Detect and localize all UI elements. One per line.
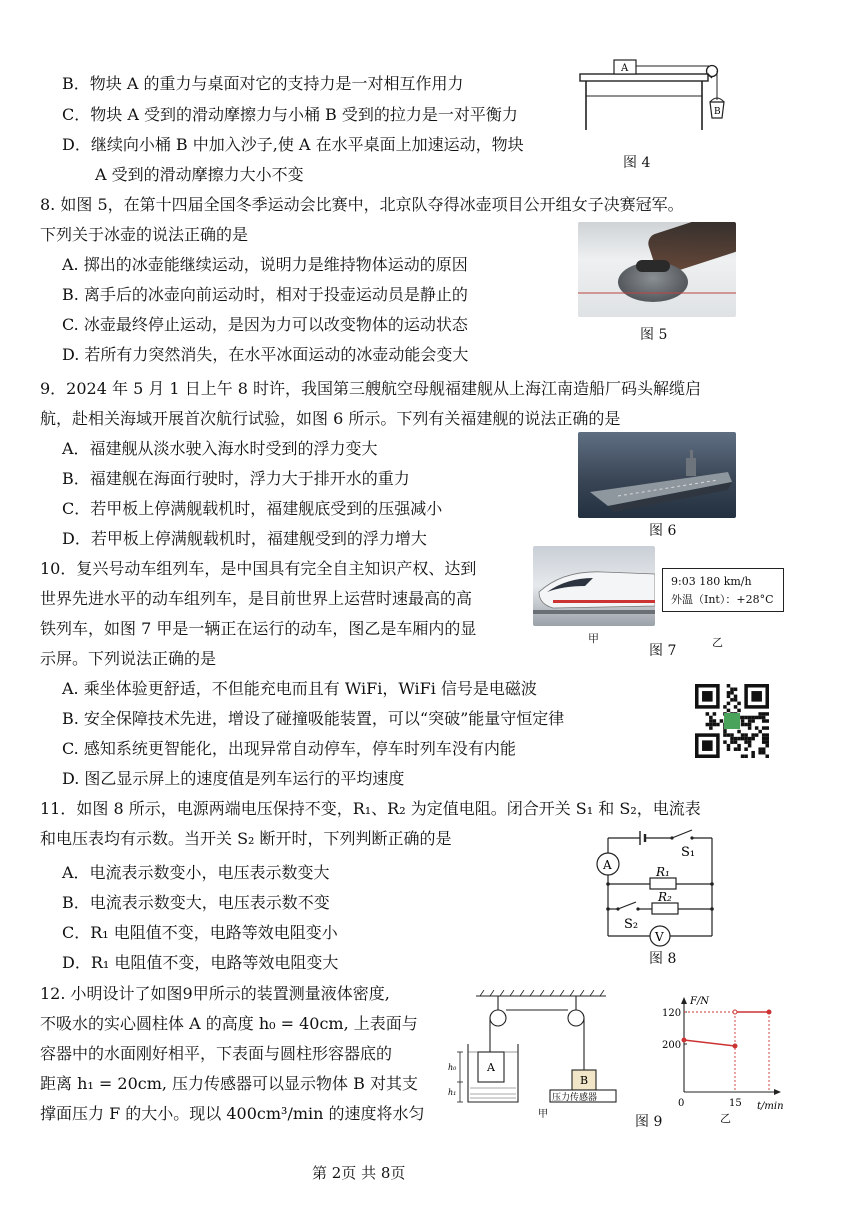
q9-option-b: B．福建舰在海面行驶时，浮力大于排开水的重力 (62, 469, 410, 488)
series-0-point-0 (682, 1038, 686, 1042)
q8-option-b: B. 离手后的冰壶向前运动时，相对于投壶运动员是静止的 (62, 285, 468, 304)
q8-option-c: C. 冰壶最终停止运动，是因为力可以改变物体的运动状态 (62, 315, 468, 334)
q7-option-b: B．物块 A 的重力与桌面对它的支持力是一对相互作用力 (62, 74, 464, 93)
ice-line (578, 292, 736, 294)
figure-8-caption: 图 8 (649, 951, 677, 967)
figure-6-caption: 图 6 (649, 523, 677, 539)
q10-stem-line4: 示屏。下列说法正确的是 (40, 649, 217, 668)
q11-option-d: D．R₁ 电阻值不变，电路等效电阻变大 (62, 953, 339, 972)
resistor-r2-label: R₂ (658, 890, 672, 904)
voltmeter-label: V (655, 930, 664, 944)
figure-4-caption: 图 4 (623, 155, 651, 171)
series-0-point-1 (733, 1044, 737, 1048)
x-tick-label-0: 0 (678, 1098, 685, 1109)
q10-option-c: C. 感知系统更智能化，出现异常自动停车，停车时列车没有内能 (62, 739, 516, 758)
q11-stem-line1: 11．如图 8 所示，电源两端电压保持不变，R₁、R₂ 为定值电阻。闭合开关 S₁ 和 S₂，电流表 (40, 799, 701, 818)
q7-option-d-line1: D．继续向小桶 B 中加入沙子,使 A 在水平桌面上加速运动，物块 (62, 135, 524, 154)
y-axis-arrow-icon (681, 997, 687, 1004)
figure-6-carrier-photo (578, 432, 736, 518)
h1-label: h₁ (448, 1088, 457, 1097)
q11-option-c: C．R₁ 电阻值不变，电路等效电阻变小 (62, 923, 338, 942)
figure-5-caption: 图 5 (640, 327, 668, 343)
q8-stem-line2: 下列关于冰壶的说法正确的是 (40, 225, 249, 244)
q12-stem-line5: 撑面压力 F 的大小。现以 400cm³/min 的速度将水匀 (40, 1104, 425, 1123)
q10-option-a: A. 乘坐体验更舒适，不但能充电而且有 WiFi，WiFi 信号是电磁波 (62, 679, 537, 698)
q9-stem-line1: 9．2024 年 5 月 1 日上午 8 时许，我国第三艘航空母舰福建舰从上海江南造船厂码头解缆启 (40, 379, 702, 398)
ammeter-label: A (603, 858, 612, 872)
figure-9-label-yi: 乙 (720, 1112, 731, 1125)
q12-stem-line1: 12. 小明设计了如图9甲所示的装置测量液体密度, (40, 984, 390, 1003)
switch-s1-label: S₁ (681, 845, 696, 860)
q9-stem-line2: 航，赴相关海域开展首次航行试验，如图 6 所示。下列有关福建舰的说法正确的是 (40, 409, 621, 428)
q9-option-a: A．福建舰从淡水驶入海水时受到的浮力变大 (62, 439, 378, 458)
carrier-silhouette (578, 432, 736, 518)
fig9-label-jia: 甲 (538, 1109, 548, 1120)
page-footer: 第 2页 共 8页 (312, 1164, 406, 1182)
figure-7-caption: 图 7 (649, 643, 677, 659)
resistor-r1-label: R₁ (656, 865, 670, 879)
figure-9-force-time-graph (660, 992, 790, 1114)
figure-9-apparatus-diagram (446, 990, 624, 1120)
qr-code-icon[interactable] (695, 684, 769, 758)
x-axis-label: t/min (757, 1101, 784, 1112)
q11-stem-line2: 和电压表均有示数。当开关 S₂ 断开时，下列判断正确的是 (40, 829, 452, 848)
x-axis-arrow-icon (774, 1089, 781, 1095)
figure-7-label-yi: 乙 (712, 636, 723, 649)
q8-stem-line1: 8. 如图 5，在第十四届全国冬季运动会比赛中，北京队夺得冰壶项目公开组女子决赛冠军。 (40, 195, 684, 214)
switch-s2-label: S₂ (624, 917, 639, 932)
y-tick-label-0: 200 (662, 1040, 682, 1051)
x-tick-label-1: 15 (729, 1098, 742, 1109)
q8-option-d: D. 若所有力突然消失，在水平冰面运动的冰壶动能会变大 (62, 345, 469, 364)
pressure-sensor-label: 压力传感器 (552, 1093, 598, 1103)
q9-option-d: D．若甲板上停满舰载机时，福建舰受到的浮力增大 (62, 529, 427, 548)
q11-option-a: A．电流表示数变小，电压表示数变大 (62, 863, 330, 882)
q7-option-d-line2: A 受到的滑动摩擦力大小不变 (95, 165, 304, 184)
q12-stem-line3: 容器中的水面刚好相平，下表面与圆柱形容器底的 (40, 1044, 393, 1063)
q12-stem-line4: 距离 h₁ = 20cm, 压力传感器可以显示物体 B 对其支 (40, 1074, 418, 1093)
figure-7-label-jia: 甲 (588, 632, 599, 645)
figure-7-train-photo (533, 546, 655, 626)
y-tick-label-1: 120 (662, 1008, 682, 1019)
q11-option-b: B．电流表示数变大，电压表示数不变 (62, 893, 330, 912)
train-silhouette (533, 546, 655, 626)
h0-label: h₀ (448, 1063, 457, 1072)
q7-option-c: C．物块 A 受到的滑动摩擦力与小桶 B 受到的拉力是一对平衡力 (62, 105, 518, 124)
series-1-point-0 (733, 1010, 737, 1014)
fig4-label-b: B (714, 107, 721, 117)
figure-7-display-screen (662, 568, 784, 612)
curling-handle (636, 260, 670, 272)
q10-stem-line3: 铁列车，如图 7 甲是一辆正在运行的动车，图乙是车厢内的显 (40, 619, 477, 638)
series-1-point-1 (767, 1010, 771, 1014)
figure-9-caption: 图 9 (635, 1114, 663, 1130)
figure-8-circuit-diagram (588, 826, 724, 952)
q10-option-d: D. 图乙显示屏上的速度值是列车运行的平均速度 (62, 769, 405, 788)
q10-option-b: B. 安全保障技术先进，增设了碰撞吸能装置，可以“突破”能量守恒定律 (62, 709, 565, 728)
q10-stem-line1: 10．复兴号动车组列车，是中国具有完全自主知识产权、达到 (40, 559, 477, 578)
q9-option-c: C．若甲板上停满舰载机时，福建舰底受到的压强减小 (62, 499, 443, 518)
figure-5-curling-photo (578, 222, 736, 317)
y-axis-label: F/N (690, 996, 710, 1007)
series-line-0 (684, 1040, 735, 1046)
q8-option-a: A. 掷出的冰壶能继续运动，说明力是维持物体运动的原因 (62, 255, 468, 274)
display-time-speed: 9:03 180 km/h (671, 575, 752, 588)
display-temperature: 外温（Int）：+28°C (671, 593, 774, 606)
fig9-block-b-label: B (580, 1074, 589, 1087)
fig9-block-a-label: A (487, 1061, 495, 1074)
fig4-label-a: A (621, 63, 629, 74)
q12-stem-line2: 不吸水的实心圆柱体 A 的高度 h₀ = 40cm, 上表面与 (40, 1014, 418, 1033)
figure-4-table-pulley (572, 56, 732, 136)
q10-stem-line2: 世界先进水平的动车组列车，是目前世界上运营时速最高的高 (40, 589, 473, 608)
